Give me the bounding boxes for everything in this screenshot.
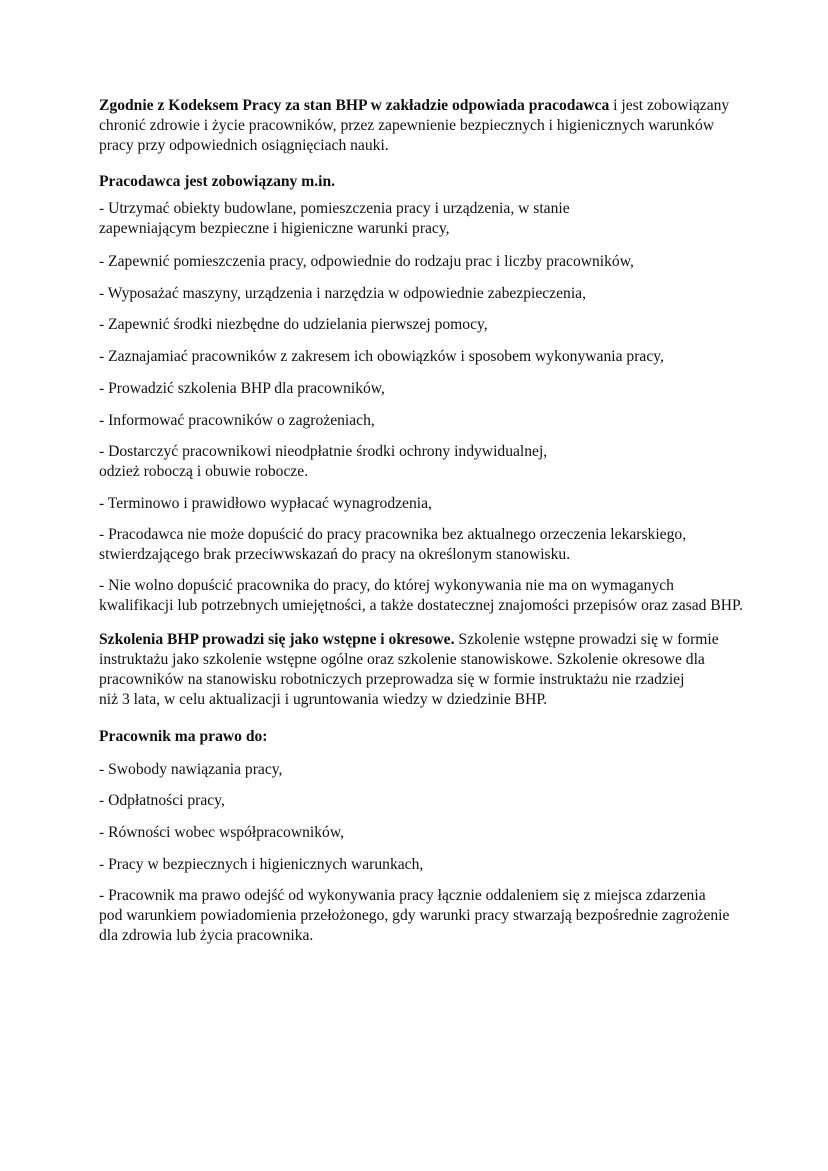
plain-text: - Pracodawca nie może dopuścić do pracy pracownika bez aktualnego orzeczenia lekarskiego, <box>99 526 687 543</box>
text-line <box>99 596 759 616</box>
intro-paragraph <box>99 96 759 156</box>
text-line <box>99 494 759 514</box>
plain-text: dla zdrowia lub życia pracownika. <box>99 927 314 944</box>
bold-text: Pracownik ma prawo do: <box>99 728 268 745</box>
right-item <box>99 855 759 875</box>
plain-text: stwierdzającego brak przeciwwskazań do pracy na określonym stanowisku. <box>99 546 571 563</box>
text-line <box>99 136 759 156</box>
plain-text: - Utrzymać obiekty budowlane, pomieszczenia pracy i urządzenia, w stanie <box>99 200 570 217</box>
plain-text: chronić zdrowie i życie pracowników, przez zapewnienie bezpiecznych i higienicznych warunków <box>99 117 715 134</box>
plain-text: pracowników na stanowisku robotniczych przeprowadza się w formie instruktażu nie rzadziej <box>99 671 685 688</box>
text-line <box>99 525 759 545</box>
plain-text: kwalifikacji lub potrzebnych umiejętności, a także dostatecznej znajomości przepisów oraz zasad BHP. <box>99 597 743 614</box>
text-line <box>99 199 759 219</box>
text-line <box>99 545 759 565</box>
duty-item <box>99 411 759 431</box>
duty-item <box>99 525 759 565</box>
plain-text: - Terminowo i prawidłowo wypłacać wynagrodzenia, <box>99 495 432 512</box>
plain-text: - Zaznajamiać pracowników z zakresem ich obowiązków i sposobem wykonywania pracy, <box>99 348 664 365</box>
duty-item <box>99 347 759 367</box>
plain-text: odzież roboczą i obuwie robocze. <box>99 463 309 480</box>
text-line <box>99 252 759 272</box>
text-line <box>99 650 759 670</box>
text-line <box>99 760 759 780</box>
plain-text: instruktażu jako szkolenie wstępne ogólne oraz szkolenie stanowiskowe. Szkolenie okresowe dla <box>99 651 705 668</box>
duty-item <box>99 494 759 514</box>
text-line <box>99 411 759 431</box>
text-line <box>99 823 759 843</box>
bold-text: Pracodawca jest zobowiązany m.in. <box>99 173 336 190</box>
text-line <box>99 172 759 192</box>
text-line <box>99 116 759 136</box>
text-line <box>99 855 759 875</box>
plain-text: - Swobody nawiązania pracy, <box>99 761 283 778</box>
text-line <box>99 670 759 690</box>
plain-text: - Odpłatności pracy, <box>99 792 225 809</box>
text-line <box>99 630 759 650</box>
plain-text: Szkolenie wstępne prowadzi się w formie <box>454 631 719 648</box>
duty-item <box>99 252 759 272</box>
plain-text: niż 3 lata, w celu aktualizacji i ugruntowania wiedzy w dziedzinie BHP. <box>99 691 548 708</box>
duty-item <box>99 379 759 399</box>
text-line <box>99 576 759 596</box>
text-line <box>99 96 759 116</box>
duty-item <box>99 315 759 335</box>
text-line <box>99 315 759 335</box>
duty-item <box>99 284 759 304</box>
right-item <box>99 791 759 811</box>
text-line <box>99 886 759 906</box>
plain-text: - Wyposażać maszyny, urządzenia i narzędzia w odpowiednie zabezpieczenia, <box>99 285 586 302</box>
plain-text: i jest zobowiązany <box>609 97 730 114</box>
duty-item <box>99 576 759 616</box>
plain-text: - Nie wolno dopuścić pracownika do pracy, do której wykonywania nie ma on wymaganych <box>99 577 674 594</box>
duty-item <box>99 442 759 482</box>
plain-text: pod warunkiem powiadomienia przełożonego, gdy warunki pracy stwarzają bezpośrednie zagrożenie <box>99 907 730 924</box>
text-line <box>99 379 759 399</box>
text-line <box>99 791 759 811</box>
right-item <box>99 760 759 780</box>
plain-text: - Zapewnić środki niezbędne do udzielania pierwszej pomocy, <box>99 316 488 333</box>
plain-text: - Zapewnić pomieszczenia pracy, odpowiednie do rodzaju prac i liczby pracowników, <box>99 253 634 270</box>
text-line <box>99 690 759 710</box>
plain-text: - Dostarczyć pracownikowi nieodpłatnie środki ochrony indywidualnej, <box>99 443 548 460</box>
text-line <box>99 284 759 304</box>
text-line <box>99 926 759 946</box>
plain-text: zapewniającym bezpieczne i higieniczne warunki pracy, <box>99 220 450 237</box>
plain-text: - Informować pracowników o zagrożeniach, <box>99 412 375 429</box>
training-paragraph <box>99 630 759 710</box>
employee-rights-heading <box>99 727 759 747</box>
text-line <box>99 462 759 482</box>
right-item <box>99 823 759 843</box>
text-line <box>99 906 759 926</box>
employer-duties-heading <box>99 172 759 192</box>
plain-text: - Prowadzić szkolenia BHP dla pracowników, <box>99 380 385 397</box>
plain-text: - Pracy w bezpiecznych i higienicznych warunkach, <box>99 856 424 873</box>
duty-item <box>99 199 759 239</box>
right-item <box>99 886 759 946</box>
plain-text: - Pracownik ma prawo odejść od wykonywania pracy łącznie oddaleniem się z miejsca zdarzenia <box>99 887 706 904</box>
plain-text: pracy przy odpowiednich osiągnięciach nauki. <box>99 137 389 154</box>
text-line <box>99 219 759 239</box>
text-line <box>99 727 759 747</box>
bold-text: Zgodnie z Kodeksem Pracy za stan BHP w zakładzie odpowiada pracodawca <box>99 97 610 114</box>
text-line <box>99 347 759 367</box>
plain-text: - Równości wobec współpracowników, <box>99 824 344 841</box>
text-line <box>99 442 759 462</box>
bold-text: Szkolenia BHP prowadzi się jako wstępne i okresowe. <box>99 631 455 648</box>
